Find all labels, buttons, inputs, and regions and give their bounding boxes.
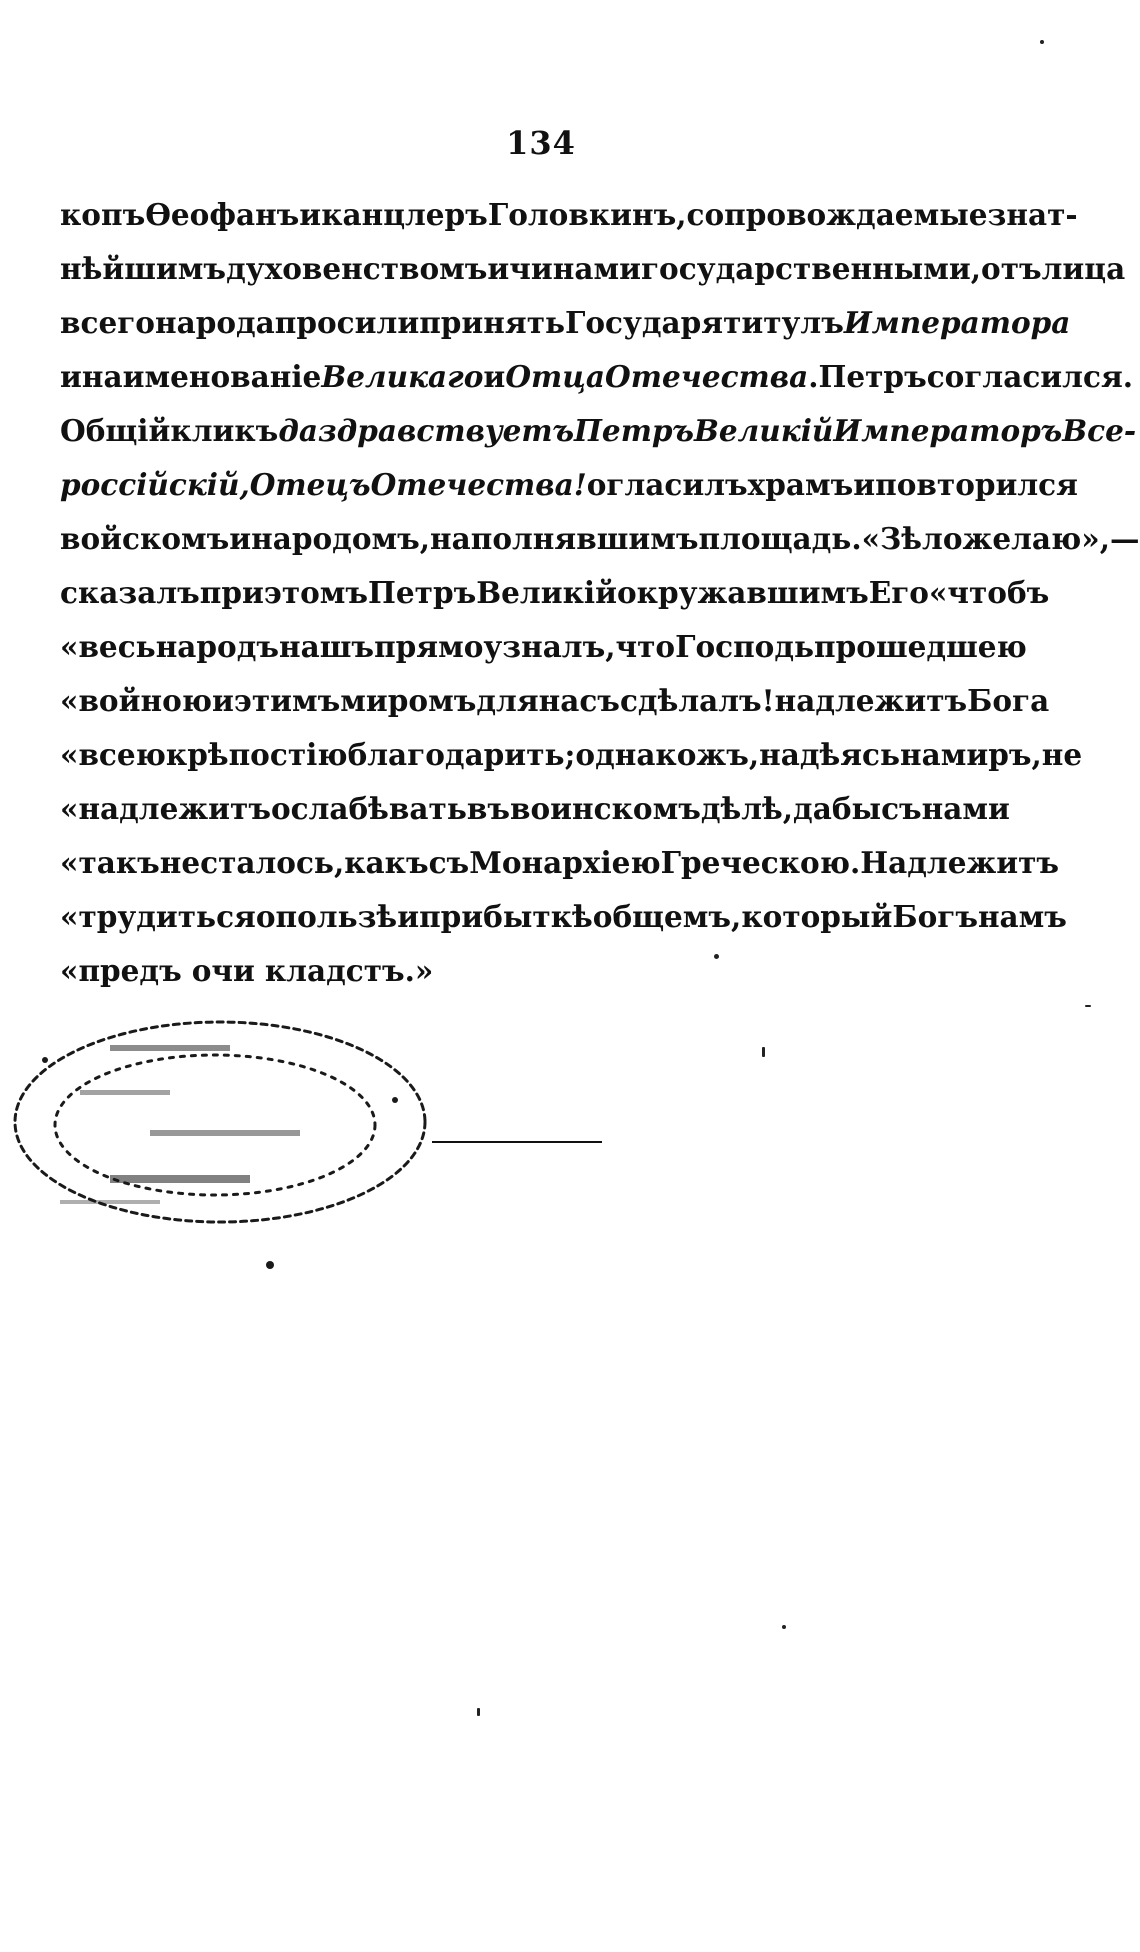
word: площадь. [698,521,862,556]
page-number: 134 [506,124,576,162]
word: для [476,683,539,718]
word: «надлежитъ [60,791,271,826]
word: нашъ [279,629,375,664]
word: Великій [693,413,834,448]
word: Ѳеофанъ [145,197,300,232]
word: Петръ [574,413,694,448]
word: огласилъ [586,467,748,502]
text-line [60,296,1071,350]
word: наименованіе [81,359,322,394]
word: въ [466,791,510,826]
word: наполнявшимъ [430,521,699,556]
word: отъ [981,251,1042,286]
text-line [60,620,1027,674]
word: всего [60,305,155,340]
word: прошедшею [814,629,1027,664]
divider-rule [432,1141,602,1143]
word: намъ [977,899,1067,934]
word: однакожъ, [575,737,760,772]
word: народъ [155,629,280,664]
word: народа [154,305,275,340]
word: съ [428,845,470,880]
word: на [900,737,941,772]
word: Бога [967,683,1050,718]
word: Петръ [818,359,927,394]
word: «весь [60,629,156,664]
word: съ [881,791,922,826]
word: и [299,197,322,232]
word: Отечества! [370,467,587,502]
word: Общій [60,413,171,448]
text-line [60,404,1137,458]
word: при [199,575,264,610]
text-line [60,782,1010,836]
word: просили [274,305,420,340]
word: Головкинъ, [487,197,687,232]
word: «войною [60,683,213,718]
word: насъ [538,683,620,718]
text-line [60,674,1050,728]
word: знат- [987,197,1078,232]
word: «Зѣло [861,521,963,556]
word: воинскомъ [509,791,701,826]
word: который [741,899,893,934]
word: надѣясь [759,737,900,772]
word: лица [1041,251,1126,286]
word: Греческою. [660,845,861,880]
word: что [615,629,676,664]
word: и [487,251,510,286]
print-speck [714,954,719,959]
word: «предъ [60,953,182,988]
word: какъ [344,845,429,880]
word: и [229,521,252,556]
word: миромъ [340,683,477,718]
word: пользѣ [275,899,398,934]
word: нами [921,791,1010,826]
word: Отецъ [249,467,371,502]
text-line [60,188,1078,242]
word: очи [191,953,255,988]
word: Петръ [368,575,477,610]
word: Императоръ [833,413,1063,448]
word: ослабѣвать [270,791,467,826]
word: прямо [374,629,484,664]
print-speck [477,1708,480,1716]
word: кладстъ.» [264,953,434,988]
word: сказалъ [60,575,200,610]
word: прибыткѣ [419,899,593,934]
text-line [60,242,1126,296]
word: повторился [875,467,1078,502]
word: «такъ [60,845,160,880]
word: сопровождаемые [686,197,988,232]
word: россійскій, [60,467,250,502]
word: храмъ [747,467,854,502]
word: народомъ, [251,521,431,556]
word: и [60,359,82,394]
word: благодарить; [347,737,576,772]
word: о [255,899,276,934]
word: «чтобъ [928,575,1050,610]
word: этомъ [263,575,369,610]
print-speck [1085,1005,1091,1007]
word: Все- [1062,413,1137,448]
text-line [60,512,1140,566]
word: не [1041,737,1083,772]
print-speck [762,1047,765,1057]
word: Богъ [892,899,978,934]
word: чинами [509,251,641,286]
word: дѣлѣ, [700,791,794,826]
text-line [60,566,1050,620]
body-text [60,188,1140,998]
word: узналъ, [483,629,616,664]
word: и [397,899,420,934]
text-line [60,350,1134,404]
word: окружавшимъ [617,575,869,610]
word: Надлежитъ [860,845,1060,880]
word: здравствуетъ [317,413,575,448]
word: Великаго [321,359,484,394]
word: Господь [675,629,815,664]
word: не [159,845,201,880]
word: и [483,359,506,394]
word: государственными, [640,251,982,286]
word: нѣйшимъ [60,251,227,286]
word: желаю», [962,521,1110,556]
word: Отца [505,359,606,394]
word: согласился. [926,359,1134,394]
word: войскомъ [60,521,230,556]
word: надлежитъ [774,683,968,718]
print-speck [1040,40,1044,44]
word: Отечества. [605,359,819,394]
word: общемъ, [592,899,742,934]
word: Великій [476,575,617,610]
word: сдѣлалъ! [619,683,775,718]
word: этимъ [233,683,341,718]
word: принять [419,305,565,340]
word: Государя [565,305,724,340]
word: миръ, [940,737,1042,772]
word: Его [868,575,929,610]
word: и [853,467,876,502]
word: да [278,413,318,448]
word: титулъ [723,305,844,340]
word: Императора [843,305,1071,340]
text-line [60,890,1067,944]
library-stamp [0,990,460,1300]
text-line [60,728,1083,782]
word: духовенствомъ [226,251,488,286]
word: сталось, [200,845,345,880]
text-line [60,458,1078,512]
print-speck [782,1625,786,1629]
word: крѣпостію [165,737,348,772]
word: «всею [60,737,166,772]
text-line [60,836,1060,890]
word: «трудиться [60,899,256,934]
word: дабы [793,791,882,826]
word: кликъ [170,413,279,448]
word: канцлеръ [321,197,488,232]
word: и [212,683,234,718]
word: Монархіею [469,845,661,880]
word: копъ [60,197,146,232]
word: — [1109,521,1140,556]
